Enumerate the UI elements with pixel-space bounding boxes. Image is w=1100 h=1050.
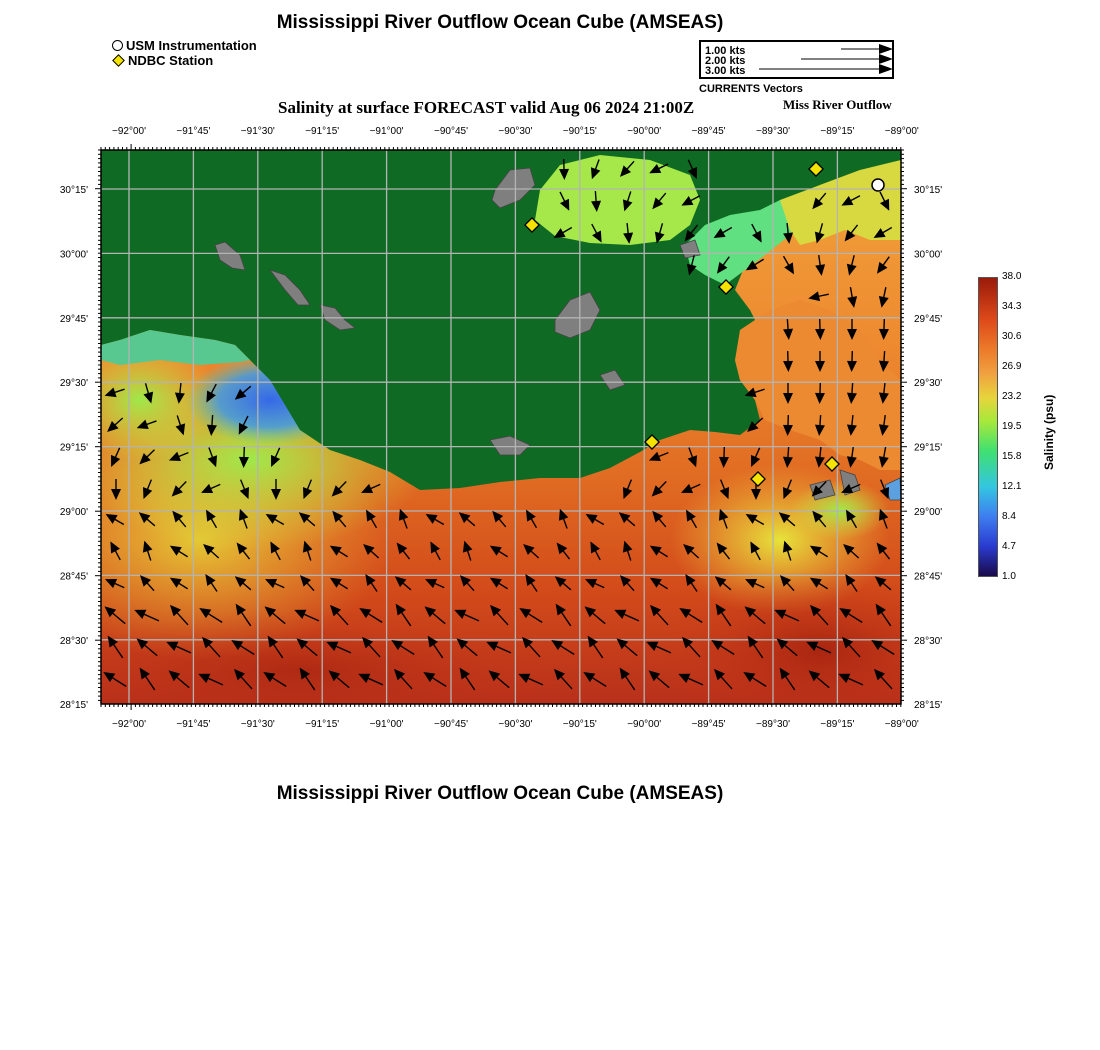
- lat-label: 29°45': [59, 313, 88, 325]
- legend-usm-label: USM Instrumentation: [126, 38, 257, 53]
- page-title-secondary: Mississippi River Outflow Ocean Cube (AMSEAS): [276, 783, 724, 804]
- lat-label: 29°30': [914, 378, 943, 390]
- lon-label: −90°00': [627, 719, 662, 730]
- lon-label: −90°45': [434, 126, 468, 137]
- lon-label: −91°45': [176, 719, 211, 730]
- map-subtitle: Salinity at surface FORECAST valid Aug 06 2024 21:00Z: [278, 98, 695, 117]
- lon-label: −91°00': [369, 126, 404, 137]
- colorbar-tick: 4.7: [1002, 541, 1016, 552]
- lon-label: −89°15': [820, 126, 855, 137]
- colorbar-tick: 19.5: [1002, 421, 1022, 432]
- outflow-label: Miss River Outflow: [783, 97, 892, 112]
- lon-label: −90°30': [498, 126, 533, 137]
- lon-label: −89°45': [691, 126, 726, 137]
- lon-labels-top: [112, 126, 919, 137]
- lat-labels-left: [60, 185, 88, 711]
- lon-label: −89°30': [756, 126, 790, 137]
- lon-label: −92°00': [112, 719, 146, 730]
- colorbar-tick: 12.1: [1002, 481, 1022, 492]
- colorbar-tick: 1.0: [1002, 571, 1016, 582]
- colorbar-tick: 26.9: [1002, 361, 1022, 372]
- vector-label-1: 1.00 kts: [705, 45, 746, 57]
- lon-label: −89°00': [884, 719, 919, 730]
- lat-label: 29°00': [914, 507, 943, 518]
- lon-label: −91°15': [305, 126, 340, 137]
- legend-ndbc-label: NDBC Station: [128, 53, 214, 68]
- lon-label: −90°15': [562, 126, 597, 137]
- colorbar-tick: 8.4: [1002, 511, 1016, 522]
- colorbar-tick: 38.0: [1002, 271, 1022, 282]
- lon-label: −90°45': [434, 719, 468, 730]
- vector-label-2: 2.00 kts: [705, 55, 746, 67]
- lat-label: 29°45': [914, 313, 943, 325]
- lat-label: 29°00': [59, 507, 88, 518]
- lon-label: −92°00': [112, 126, 146, 137]
- lat-label: 28°15': [914, 700, 943, 712]
- usm-instrument-marker[interactable]: [872, 179, 884, 191]
- colorbar-tick: 30.6: [1002, 331, 1022, 342]
- lon-label: −89°00': [884, 126, 919, 137]
- lat-label: 28°30': [914, 635, 943, 647]
- lat-label: 28°30': [59, 635, 88, 647]
- lon-labels-bottom: [112, 719, 919, 730]
- lat-label: 30°00': [914, 249, 943, 261]
- colorbar-tick: 23.2: [1002, 391, 1022, 402]
- lat-label: 30°15': [59, 185, 88, 196]
- lat-labels-right: [914, 185, 942, 711]
- lon-label: −90°15': [562, 719, 597, 730]
- lon-label: −91°30': [240, 719, 275, 730]
- lon-label: −91°45': [176, 126, 211, 137]
- colorbar-label: Salinity (psu): [1042, 394, 1056, 470]
- lat-label: 29°15': [914, 442, 943, 454]
- colorbar-tick: 15.8: [1002, 451, 1022, 462]
- colorbar-gradient: [978, 277, 998, 577]
- lon-label: −90°30': [498, 719, 533, 730]
- lat-label: 29°30': [59, 378, 88, 390]
- lat-label: 28°45': [914, 571, 943, 583]
- lat-label: 29°15': [59, 442, 88, 454]
- lon-label: −90°00': [627, 126, 662, 137]
- salinity-colorbar: [978, 271, 1022, 582]
- lon-label: −89°15': [820, 719, 855, 730]
- lat-label: 30°15': [914, 185, 943, 196]
- lat-label: 28°15': [59, 700, 88, 712]
- lon-label: −91°15': [305, 719, 340, 730]
- lon-label: −91°30': [240, 126, 275, 137]
- page-title: Mississippi River Outflow Ocean Cube (AMSEAS): [276, 12, 724, 33]
- lon-label: −89°30': [756, 719, 790, 730]
- vector-label-3: 3.00 kts: [705, 65, 746, 77]
- colorbar-tick: 34.3: [1002, 301, 1022, 312]
- lon-label: −91°00': [369, 719, 404, 730]
- lat-label: 28°45': [59, 571, 88, 583]
- vector-caption: CURRENTS Vectors: [699, 83, 803, 95]
- lon-label: −89°45': [691, 719, 726, 730]
- lat-label: 30°00': [59, 249, 88, 261]
